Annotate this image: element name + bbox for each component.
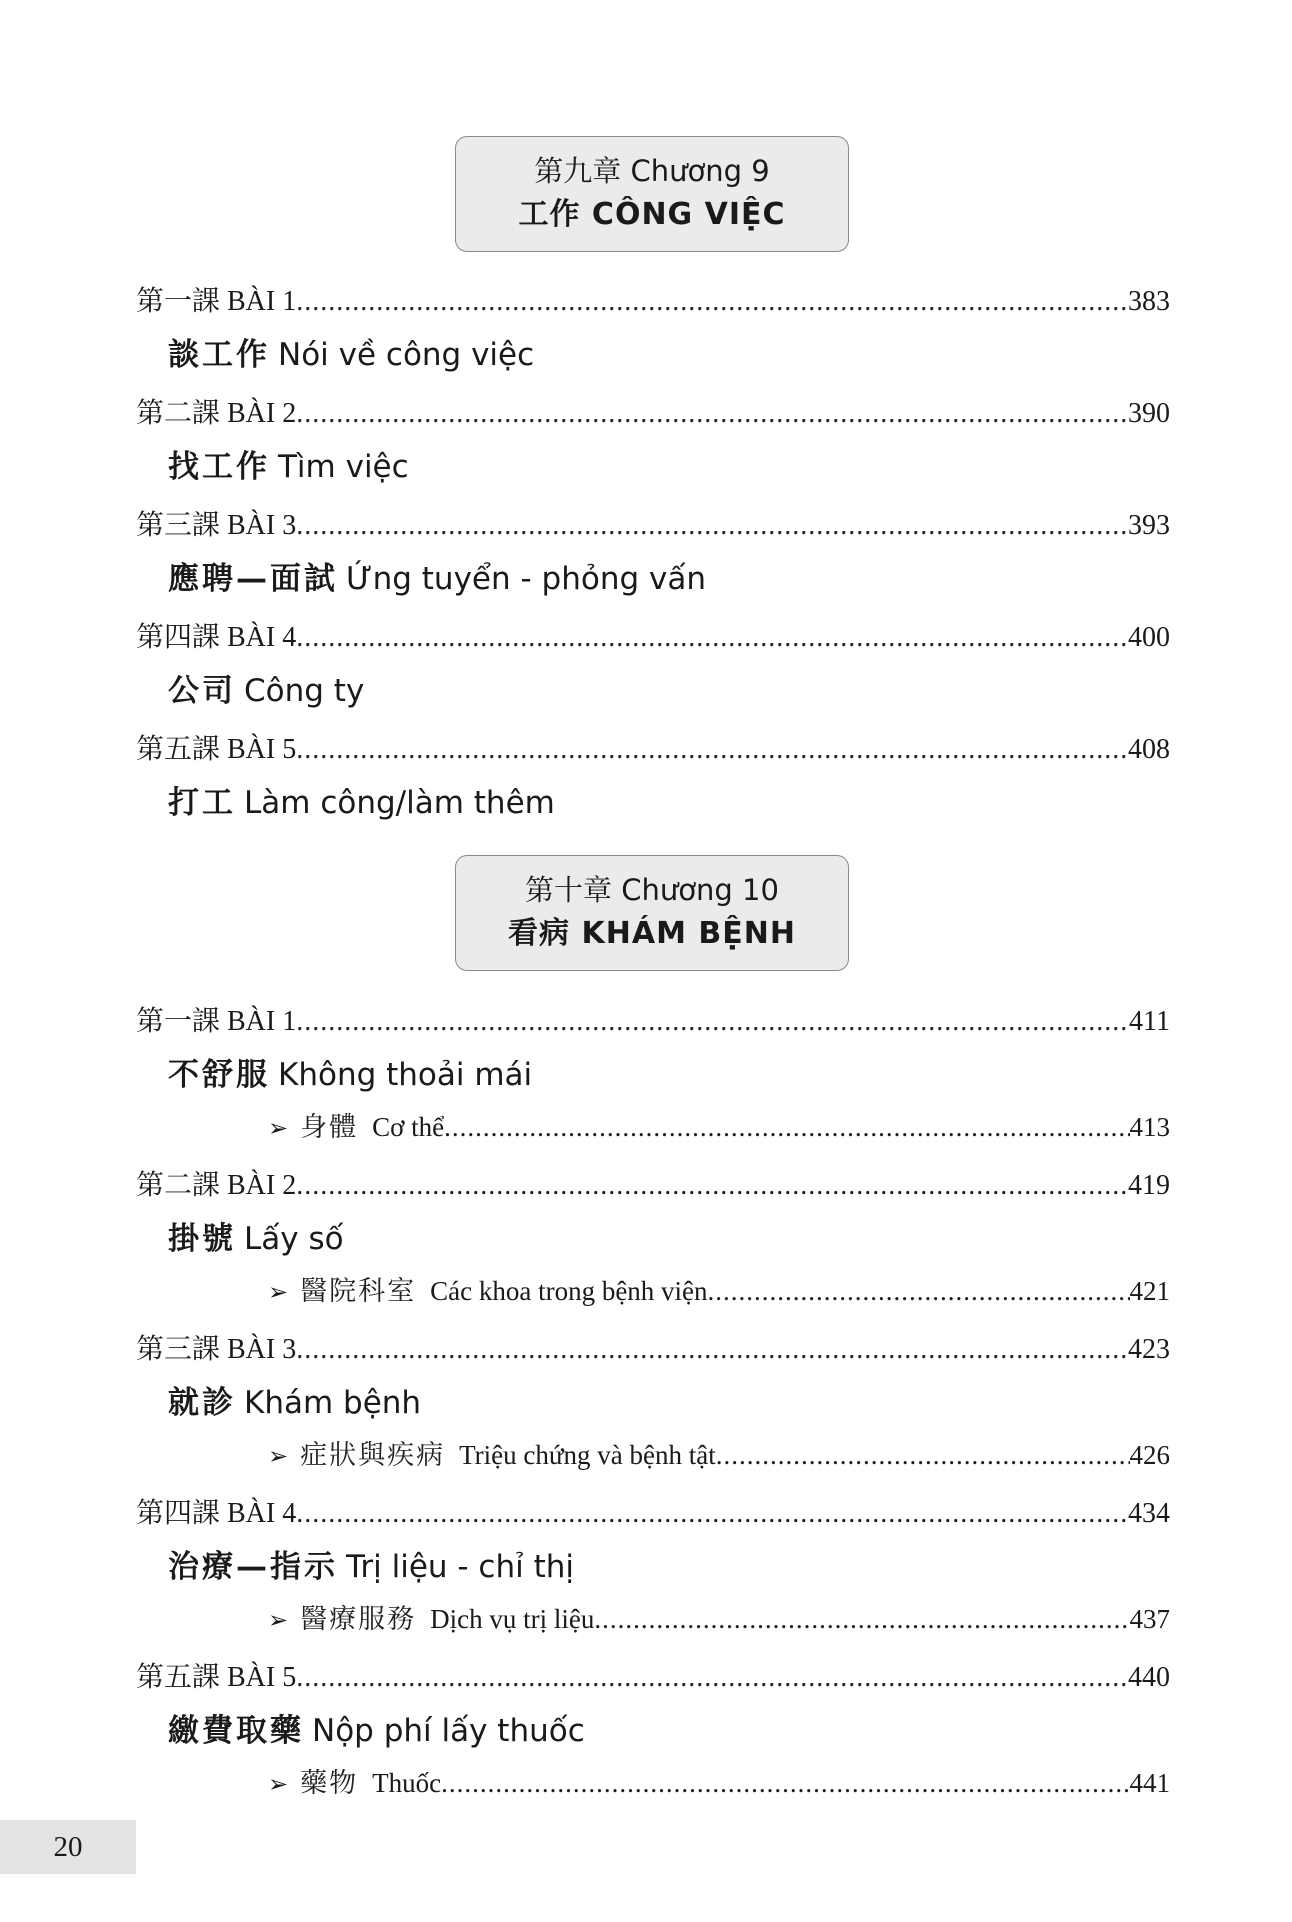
lesson-topic bbox=[168, 1380, 421, 1426]
topic-zh: 打工 bbox=[168, 785, 236, 821]
page-number: 413 bbox=[1129, 1112, 1170, 1142]
dot-leader bbox=[296, 1002, 1127, 1042]
lesson-topic bbox=[168, 332, 534, 378]
page-number: 400 bbox=[1128, 622, 1170, 653]
subentry-zh: 症狀與疾病 bbox=[300, 1440, 446, 1470]
topic-zh: 不舒服 bbox=[168, 1057, 270, 1093]
toc-subentry[interactable] bbox=[268, 1600, 1170, 1638]
subentry-vi: Các khoa trong bệnh viện bbox=[430, 1276, 708, 1306]
dot-leader bbox=[296, 1658, 1126, 1698]
arrow-bullet-icon: ➢ bbox=[268, 1442, 289, 1470]
dot-leader bbox=[296, 1166, 1126, 1206]
page-number: 440 bbox=[1128, 1662, 1170, 1693]
topic-zh: 找工作 bbox=[168, 449, 270, 485]
toc-entry-ch9-lesson-5[interactable] bbox=[136, 730, 1170, 770]
page-number: 383 bbox=[1128, 286, 1170, 317]
lesson-label: 第四課 BÀI 4 bbox=[136, 622, 297, 653]
page-number: 441 bbox=[1129, 1768, 1170, 1798]
subentry-vi: Dịch vụ trị liệu bbox=[430, 1604, 595, 1634]
topic-zh: 治療—指示 bbox=[168, 1549, 338, 1585]
topic-vi: Ứng tuyển - phỏng vấn bbox=[346, 561, 706, 597]
dot-leader bbox=[296, 1494, 1126, 1534]
lesson-topic bbox=[168, 668, 364, 714]
lesson-label: 第一課 BÀI 1 bbox=[136, 286, 297, 317]
chapter-heading: 第九章 Chương 9 bbox=[534, 154, 770, 188]
dot-leader bbox=[296, 394, 1126, 434]
topic-zh: 公司 bbox=[168, 673, 236, 709]
page-number: 426 bbox=[1129, 1440, 1170, 1470]
arrow-bullet-icon: ➢ bbox=[268, 1278, 289, 1306]
toc-entry-ch9-lesson-1[interactable] bbox=[136, 282, 1170, 322]
toc-subentry[interactable] bbox=[268, 1436, 1170, 1474]
dot-leader bbox=[708, 1272, 1130, 1310]
topic-vi: Công ty bbox=[244, 673, 365, 709]
page-number-footer: 20 bbox=[0, 1820, 136, 1874]
chapter-9-header bbox=[455, 136, 849, 252]
page-number: 421 bbox=[1129, 1276, 1170, 1306]
lesson-topic bbox=[168, 1544, 574, 1590]
page-number: 434 bbox=[1128, 1498, 1170, 1529]
subentry-zh: 醫院科室 bbox=[300, 1276, 417, 1306]
topic-zh: 掛號 bbox=[168, 1221, 236, 1257]
dot-leader bbox=[444, 1108, 1129, 1146]
lesson-label: 第三課 BÀI 3 bbox=[136, 1334, 297, 1365]
arrow-bullet-icon: ➢ bbox=[268, 1114, 289, 1142]
topic-zh: 繳費取藥 bbox=[168, 1713, 304, 1749]
toc-entry-ch10-lesson-4[interactable] bbox=[136, 1494, 1170, 1534]
dot-leader bbox=[296, 282, 1126, 322]
dot-leader bbox=[296, 730, 1126, 770]
dot-leader bbox=[441, 1764, 1129, 1802]
subentry-zh: 醫療服務 bbox=[300, 1604, 417, 1634]
lesson-topic bbox=[168, 444, 409, 490]
topic-vi: Nộp phí lấy thuốc bbox=[312, 1713, 585, 1749]
lesson-label: 第二課 BÀI 2 bbox=[136, 398, 297, 429]
lesson-topic bbox=[168, 1216, 344, 1262]
toc-subentry[interactable] bbox=[268, 1764, 1170, 1802]
lesson-topic bbox=[168, 780, 555, 826]
arrow-bullet-icon: ➢ bbox=[268, 1606, 289, 1634]
toc-entry-ch9-lesson-3[interactable] bbox=[136, 506, 1170, 546]
subentry-zh: 身體 bbox=[300, 1112, 359, 1142]
subentry-vi: Thuốc bbox=[372, 1768, 442, 1798]
topic-vi: Khám bệnh bbox=[244, 1385, 422, 1421]
topic-zh: 就診 bbox=[168, 1385, 236, 1421]
dot-leader bbox=[296, 1330, 1126, 1370]
topic-vi: Trị liệu - chỉ thị bbox=[346, 1549, 575, 1585]
toc-entry-ch9-lesson-4[interactable] bbox=[136, 618, 1170, 658]
toc-entry-ch10-lesson-1[interactable] bbox=[136, 1002, 1170, 1042]
toc-subentry[interactable] bbox=[268, 1108, 1170, 1146]
toc-entry-ch10-lesson-3[interactable] bbox=[136, 1330, 1170, 1370]
lesson-topic bbox=[168, 1052, 532, 1098]
page-number: 423 bbox=[1128, 1334, 1170, 1365]
dot-leader bbox=[296, 618, 1126, 658]
topic-vi: Tìm việc bbox=[278, 449, 409, 485]
chapter-title: 工作 CÔNG VIỆC bbox=[518, 197, 786, 232]
chapter-heading: 第十章 Chương 10 bbox=[525, 873, 779, 907]
lesson-topic bbox=[168, 556, 706, 602]
page-number: 411 bbox=[1129, 1006, 1170, 1037]
topic-vi: Nói về công việc bbox=[278, 337, 535, 373]
toc-entry-ch9-lesson-2[interactable] bbox=[136, 394, 1170, 434]
arrow-bullet-icon: ➢ bbox=[268, 1770, 289, 1798]
page-number: 437 bbox=[1129, 1604, 1170, 1634]
subentry-vi: Triệu chứng và bệnh tật bbox=[459, 1440, 716, 1470]
subentry-vi: Cơ thể bbox=[372, 1112, 445, 1142]
lesson-label: 第一課 BÀI 1 bbox=[136, 1006, 297, 1037]
chapter-10-header bbox=[455, 855, 849, 971]
chapter-title: 看病 KHÁM BỆNH bbox=[508, 916, 796, 951]
dot-leader bbox=[716, 1436, 1130, 1474]
topic-zh: 談工作 bbox=[168, 337, 270, 373]
dot-leader bbox=[296, 506, 1126, 546]
topic-vi: Làm công/làm thêm bbox=[244, 785, 555, 821]
lesson-label: 第五課 BÀI 5 bbox=[136, 734, 297, 765]
subentry-zh: 藥物 bbox=[300, 1768, 359, 1798]
dot-leader bbox=[594, 1600, 1129, 1638]
page-number: 419 bbox=[1128, 1170, 1170, 1201]
toc-subentry[interactable] bbox=[268, 1272, 1170, 1310]
page-number: 390 bbox=[1128, 398, 1170, 429]
lesson-label: 第五課 BÀI 5 bbox=[136, 1662, 297, 1693]
page-number: 393 bbox=[1128, 510, 1170, 541]
lesson-label: 第二課 BÀI 2 bbox=[136, 1170, 297, 1201]
topic-zh: 應聘—面試 bbox=[168, 561, 338, 597]
lesson-topic bbox=[168, 1708, 585, 1754]
topic-vi: Lấy số bbox=[244, 1221, 344, 1257]
lesson-label: 第三課 BÀI 3 bbox=[136, 510, 297, 541]
lesson-label: 第四課 BÀI 4 bbox=[136, 1498, 297, 1529]
page-number: 408 bbox=[1128, 734, 1170, 765]
toc-entry-ch10-lesson-5[interactable] bbox=[136, 1658, 1170, 1698]
toc-entry-ch10-lesson-2[interactable] bbox=[136, 1166, 1170, 1206]
topic-vi: Không thoải mái bbox=[278, 1057, 533, 1093]
